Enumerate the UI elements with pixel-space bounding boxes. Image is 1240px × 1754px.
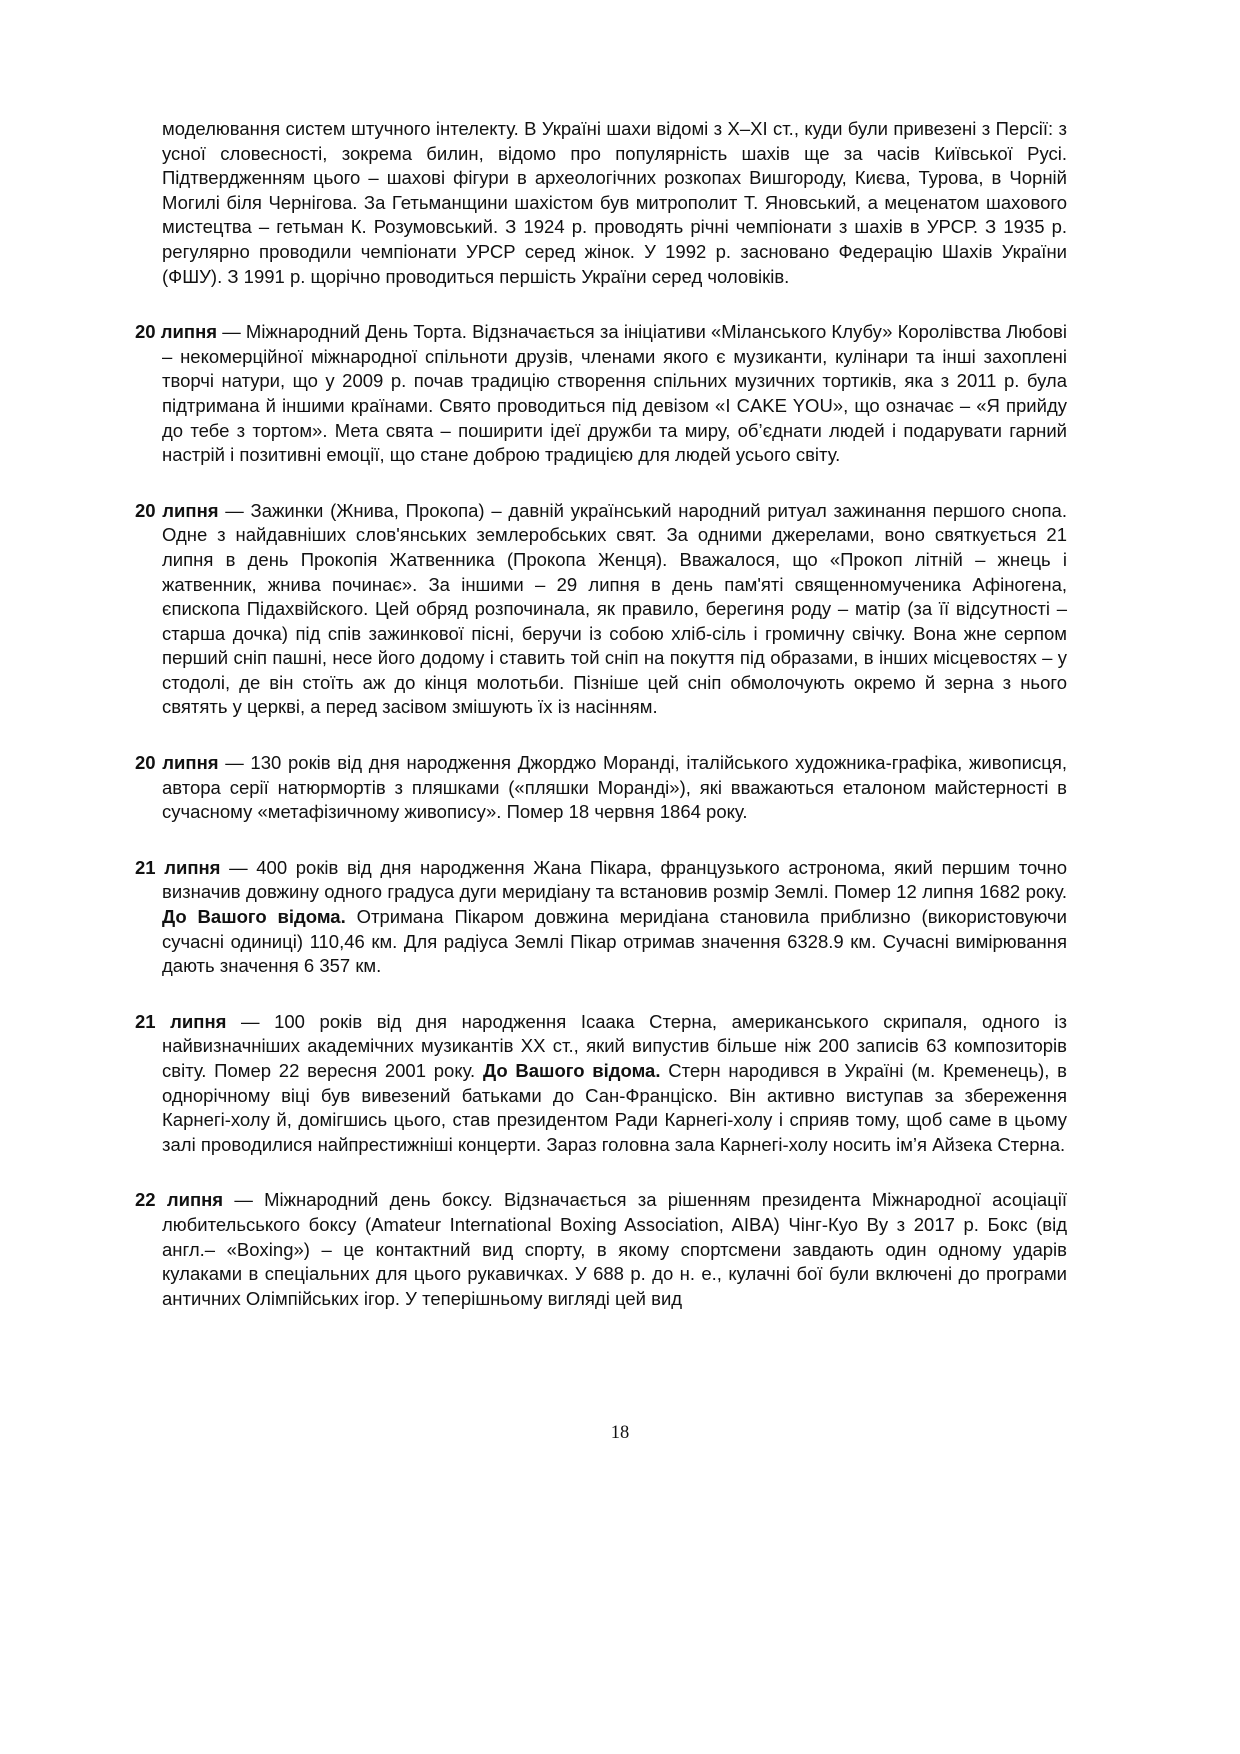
page-number: 18 [610, 1423, 630, 1443]
document-body [135, 117, 1067, 1311]
entry-boxing-day [135, 1188, 1067, 1311]
entry-text: — Міжнародний день боксу. Відзначається за рішенням президента Міжнародної асоціації любительського боксу (Amateur International Boxing Association, AIBA) Чінг-Куо Ву з 2017 р. Бокс (від англ.– «Boxing») – це контактний вид спорту, в якому спортсмени завдають один одному ударів кулаками в спеціальних для цього рукавичках. У 688 р. до н. е., кулачні бої були включені до програми античних Олімпійських ігор. У теперішньому вигляді цей вид [162, 1189, 1067, 1309]
entry-date: 20 липня [135, 321, 218, 343]
entry-text: — 100 років від дня народження Ісаака Стерна, американського скрипаля, одного із найвизначніших академічних музикантів XX ст., який випустив більше ніж 200 записів 63 композиторів світу. Помер 22 вересня 2001 року. [162, 1010, 1067, 1081]
entry-date: 20 липня [135, 499, 219, 521]
entry-date: 21 липня [135, 856, 221, 878]
entry-cake-day [135, 320, 1067, 468]
entry-text-continued: Стерн народився в Україні (м. Кременець), в однорічному віці був вивезений батьками до Сан-Франціско. Він активно виступав за збереження Карнегі-холу й, домігшись цього, став президентом Ради Карнегі-холу і сприяв тому, щоб саме в цьому залі проводилися найпрестижніші концерти. Зараз головна зала Карнегі-холу носить ім’я Айзека Стерна. [162, 1060, 1067, 1155]
entry-date: 21 липня [135, 1010, 227, 1032]
entry-text: — 130 років від дня народження Джорджо Моранді, італійського художника-графіка, живописця, автора серії натюрмортів з пляшками («пляшки Моранді»), які вважаються еталоном майстерності в сучасному «метафізичному живопису». Помер 18 червня 1864 року. [162, 752, 1067, 823]
entry-text: — Зажинки (Жнива, Прокопа) – давній український народний ритуал зажинання першого снопа. Одне з найдавніших слов'янських землеробських свят. За одними джерелами, воно святкується 21 липня в день Прокопія Жатвенника (Прокопа Женця). Вважалося, що «Прокоп літній – жнець і жатвенник, жнива починає». За іншими – 29 липня в день пам'яті священномученика Афіногена, єпископа Підахвійского. Цей обряд розпочинала, як правило, берегиня роду – матір (за її відсутності – старша дочка) під спів зажинкової пісні, беручи із собою хліб-сіль і громичну свічку. Вона жне серпом перший сніп пашні, несе його додому і ставить той сніп на покуття під образами, в інших місцевостях – у стодолі, де він стоїть аж до кінця молотьби. Пізніше цей сніп обмолочують окремо й зерна з нього святять у церкві, а перед засівом змішують їх із насінням. [162, 499, 1067, 718]
entry-text: — 400 років від дня народження Жана Пікара, французького астронома, який першим точно визначив довжину одного градуса дуги меридіану та встановив розмір Землі. Помер 12 липня 1682 року. [162, 856, 1067, 903]
entry-text-continued: Отримана Пікаром довжина меридіана становила приблизно (використовуючи сучасні одиниці) 110,46 км. Для радіуса Землі Пікар отримав значення 6328.9 км. Сучасні вимірювання дають значення 6 357 км. [162, 906, 1067, 977]
entry-picard [135, 856, 1067, 979]
entry-date: 20 липня [135, 752, 219, 774]
intro-paragraph: моделювання систем штучного інтелекту. В Україні шахи відомі з X–XI ст., куди були привезені з Персії: з усної словесності, зокрема билин, відомо про популярність шахів ще за часів Київської Русі. Підтвердженням цього – шахові фігури в археологічних розкопах Вишгороду, Києва, Турова, в Чорній Могилі біля Чернігова. За Гетьманщини шахістом був митрополит Т. Яновський, а меценатом шахового мистецтва – гетьман К. Розумовський. З 1924 р. проводять річні чемпіонати з шахів в УРСР. З 1935 р. регулярно проводили чемпіонати УРСР серед жінок. У 1992 р. засновано Федерацію Шахів України (ФШУ). З 1991 р. щорічно проводиться першість України серед чоловіків. [162, 118, 1067, 287]
entry-note: До Вашого відома. [162, 906, 346, 928]
entry-note: До Вашого відома. [482, 1060, 661, 1081]
entry-zazhynky [135, 499, 1067, 720]
entry-date: 22 липня [135, 1189, 224, 1211]
entry-text: — Міжнародний День Торта. Відзначається за ініціативи «Міланського Клубу» Королівства Любові – некомерційної міжнародної спільноти друзів, членами якого є музиканти, кулінари та інші захоплені творчі натури, що у 2009 р. почав традицію створення спільних музичних тортиків, яка з 2011 р. була підтримана й іншими країнами. Свято проводиться під девізом «I CAKE YOU», що означає – «Я прийду до тебе з тортом». Мета свята – поширити ідеї дружби та миру, об’єднати людей і подарувати гарний настрій і позитивні емоції, що стане доброю традицією для людей усього світу. [162, 321, 1067, 466]
entry-stern [135, 1010, 1067, 1158]
entry-morandi [135, 751, 1067, 825]
